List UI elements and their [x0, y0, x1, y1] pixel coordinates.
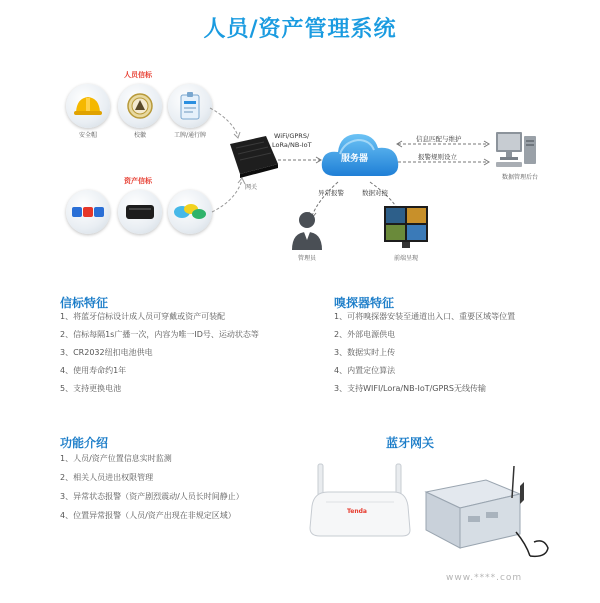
- transmission-label-1: WiFi/GPRS/: [274, 132, 310, 140]
- list-item: 3、CR2032纽扣电池供电: [60, 348, 153, 357]
- asset-beacon-label: 资产信标: [124, 177, 152, 185]
- list-item: 1、可将嗅探器安装至通道出入口、重要区域等位置: [334, 312, 516, 321]
- display-wall-icon: [384, 206, 428, 252]
- page-title: 人员/资产管理系统: [203, 17, 397, 42]
- sniffer-features-list: [334, 312, 515, 394]
- computer-icon: [494, 130, 540, 174]
- list-item: 2、相关人员进出权限管理: [60, 473, 154, 482]
- functions-heading: 功能介绍: [60, 436, 109, 450]
- server-label: 服务器: [341, 154, 369, 164]
- router-icon: [306, 462, 416, 544]
- backend-label: 数据管理后台: [501, 174, 538, 181]
- enclosure-gateway-icon: [416, 464, 556, 568]
- backend-arrow-label-2: 报警规则设立: [418, 153, 457, 161]
- list-item: 1、人员/资产位置信息实时监测: [60, 454, 172, 463]
- sniffer-features-heading: 嗅探器特征: [334, 296, 395, 310]
- list-item: 1、将蓝牙信标设计成人员可穿戴或资产可装配: [60, 312, 226, 321]
- list-item: 5、支持更换电池: [60, 384, 122, 393]
- list-item: 4、使用寿命约1年: [60, 366, 127, 375]
- watermark: www.****.com: [446, 573, 523, 583]
- frontend-label: 前端呈现: [393, 255, 418, 262]
- person-item-label-2: 校徽: [133, 132, 146, 139]
- beacon-features-list: [60, 312, 259, 394]
- list-item: 4、位置异常报警（人员/资产出现在非规定区域）: [60, 511, 236, 520]
- bluetooth-gateway-heading: 蓝牙网关: [386, 436, 435, 450]
- backend-arrow-label-1: 信息匹配与维护: [416, 135, 462, 143]
- admin-label: 管理员: [297, 255, 316, 262]
- person-item-label-3: 工牌/通行牌: [173, 132, 207, 139]
- transmission-label-2: LoRa/NB-IoT: [272, 141, 312, 149]
- admin-person-icon: [290, 210, 324, 254]
- gateway-label: 网关: [244, 184, 257, 191]
- person-item-label-1: 安全帽: [78, 132, 97, 139]
- functions-list: [60, 454, 244, 521]
- list-item: 4、内置定位算法: [334, 366, 396, 375]
- router-brand-label: Tenda: [347, 508, 367, 515]
- alarm-label: 异常报警: [318, 189, 344, 197]
- list-item: 3、异常状态报警（资产剧烈震动/人员长时间静止）: [60, 492, 244, 501]
- system-diagram: [0, 50, 600, 280]
- list-item: 3、数据实时上传: [334, 348, 396, 357]
- list-item: 2、外部电源供电: [334, 330, 396, 339]
- list-item: 2、信标每隔1s广播一次，内容为唯一ID号、运动状态等: [60, 330, 259, 339]
- list-item: 3、支持WIFI/Lora/NB-IoT/GPRS无线传输: [334, 384, 486, 393]
- data-label: 数据对接: [362, 189, 388, 197]
- person-beacon-label: 人员信标: [124, 71, 152, 79]
- beacon-features-heading: 信标特征: [60, 296, 109, 310]
